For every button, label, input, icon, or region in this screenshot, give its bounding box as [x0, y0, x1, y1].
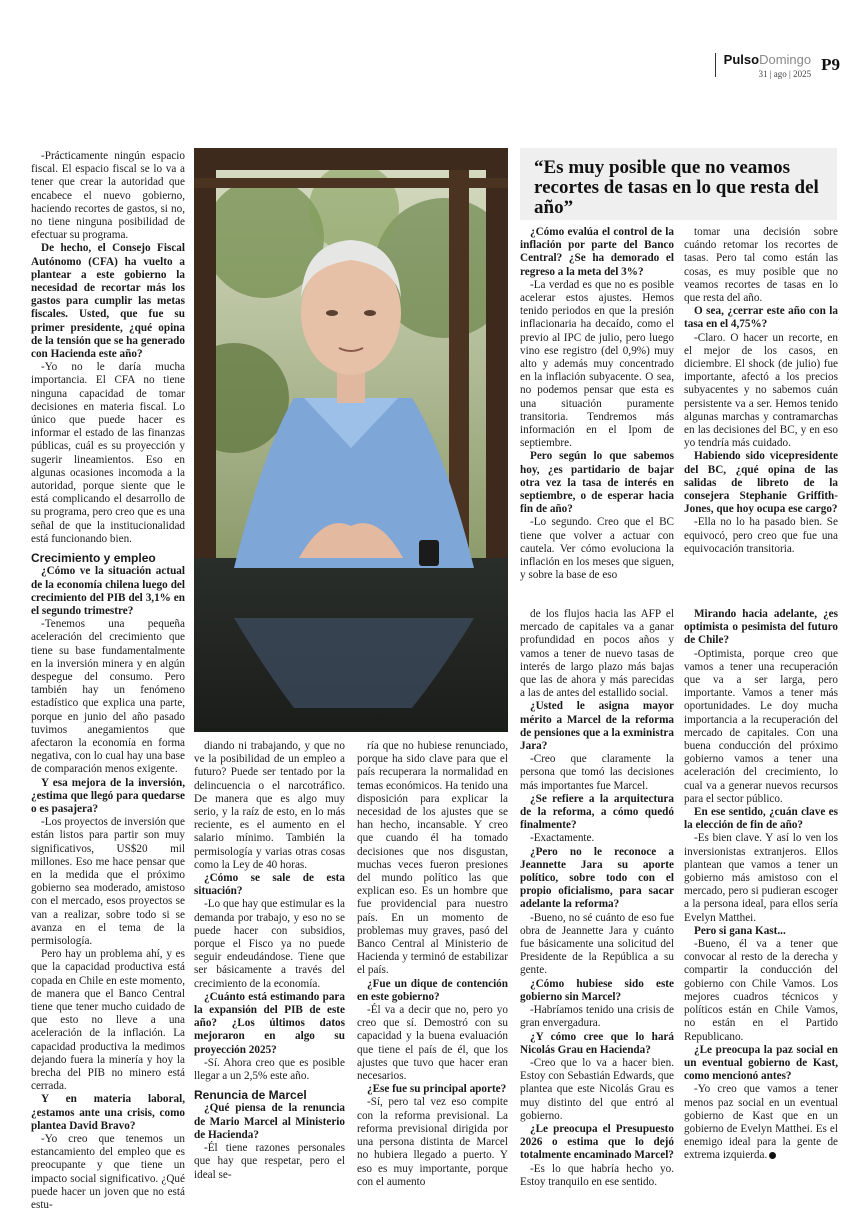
interview-question: Y en materia laboral, ¿estamos ante una crisis, como plantea David Bravo? [31, 1093, 185, 1132]
interview-question: ¿Cuánto está estimando para la expansión del PIB de este año? ¿Los últimos datos mejoraron en algo su proyección 2025? [194, 990, 345, 1056]
interview-question: Habiendo sido vicepresidente del BC, ¿qué opina de las salidas de libreto de la consejera Stephanie Griffith-Jones, que hoy ocupa ese cargo? [684, 450, 838, 516]
answer-paragraph: -Bueno, él va a tener que convocar al resto de la derecha y compartir la conducción del gobierno con Chile Vamos. Los mejores cuadros técnicos y políticos están en Chile Vamos, no están en el Partido Republicano. [684, 938, 838, 1043]
end-of-article-icon [769, 1152, 776, 1159]
pull-quote: “Es muy posible que no veamos recortes de tasas en lo que resta del año” [534, 157, 819, 218]
answer-paragraph: -Los proyectos de inversión que están listos para partir son muy significativos, US$20 mil millones. Eso me hace pensar que en la medida que el próximo gobierno sea moderado, amistoso con el mercado, esos proyectos se van a realizar, sobre todo si se avanza en el tema de la permisología. [31, 816, 185, 947]
answer-paragraph: -Creo que lo va a hacer bien. Estoy con Sebastián Edwards, que plantea que este Nicolás Grau es muy distinto del que entró al gobierno. [520, 1056, 674, 1122]
interview-question: En ese sentido, ¿cuán clave es la elección de fin de año? [684, 806, 838, 832]
answer-paragraph: -Sí, pero tal vez eso compite con la reforma previsional. La reforma previsional dirigida por una persona distinta de Marcel no hubiera llegado a puerto. Y eso es muy importante, porque con el aumento [357, 1096, 508, 1188]
interview-question: O sea, ¿cerrar este año con la tasa en el 4,75%? [684, 305, 838, 331]
header-divider [715, 53, 716, 77]
answer-paragraph: diando ni trabajando, y que no ve la posibilidad de un empleo a futuro? Puede ser tentado por la delincuencia o el narcotráfico. De manera que es algo muy serio, y la raíz de esto, en lo más reciente, es el aumento en el salario mínimo. También la permisología y varias otras cosas como la Ley de 40 horas. [194, 740, 345, 871]
brand-name: Pulso [723, 51, 760, 67]
answer-paragraph: de los flujos hacia las AFP el mercado de capitales va a ganar profundidad en pocos años y vamos a tener de nuevo tasas de interés de largo plazo más bajas que las de ahora y más parecidas a las de antes del estallido social. [520, 608, 674, 700]
section-subheading: Crecimiento y empleo [31, 551, 156, 566]
answer-paragraph: -Optimista, porque creo que vamos a tener una recuperación que va a ser larga, pero importante. Vamos a tener más oportunidades. Le doy mucha importancia a la recuperación del mercado de capitales. Con una buena conducción del próximo gobierno vamos a tener una aceleración del crecimiento, lo cual va a generar nuevos recursos para el sector público. [684, 647, 838, 805]
answer-paragraph: -Es lo que habría hecho yo. Estoy tranquilo en ese sentido. [520, 1162, 674, 1188]
answer-paragraph: -Yo creo que tenemos un estancamiento del empleo que es preocupante y que tiene un impacto social significativo. ¿Qué puede hacer un joven que no está estu- [31, 1133, 185, 1212]
article-column-5-top [684, 226, 838, 556]
interview-question: ¿Fue un dique de contención en este gobierno? [357, 977, 508, 1003]
page-header [715, 52, 840, 78]
answer-paragraph: -Lo que hay que estimular es la demanda por trabajo, y eso no se puede hacer con subsidios, porque el Fisco ya no puede seguir endeudándose. Tiene que ser básicamente a través del crecimiento de la economía. [194, 898, 345, 990]
answer-paragraph: -Habríamos tenido una crisis de gran envergadura. [520, 1004, 674, 1030]
answer-paragraph: -Prácticamente ningún espacio fiscal. El espacio fiscal se lo va a tener que crear la autoridad que encabece el nuevo gobierno, haciendo recortes de gastos, si no, no tiene ninguna posibilidad de efectuar su programa. [31, 150, 185, 242]
portrait-photo [194, 148, 508, 732]
section-subheading: Renuncia de Marcel [194, 1088, 307, 1103]
article-column-5-bottom [684, 608, 838, 1163]
answer-paragraph: -Exactamente. [530, 832, 595, 845]
answer-paragraph: -La verdad es que no es posible acelerar estos ajustes. Hemos tenido periodos en que la presión inflacionaria ha decaído, como el previo al IPC de julio, pero luego vino ese registro (del 0,9%) muy alto y además muy concentrado en la inflación subyacente. O sea, no podemos pensar que esta es una situación puramente transitoria. Tendremos más información en el Ipom de septiembre. [520, 278, 674, 450]
answer-paragraph: -Yo no le daría mucha importancia. El CFA no tiene ninguna capacidad de tomar decisiones en materia fiscal. Lo único que puede hacer es informar el estado de las finanzas públicas, cuál es su proyección y sugerir lineamientos. Eso en algunas ocasiones incomoda a la autoridad, porque siente que le está complicando el desarrollo de su programa, pero creo que es una señal de que la institucionalidad está funcionando bien. [31, 361, 185, 545]
masthead [724, 52, 811, 79]
interview-question: ¿Cómo ve la situación actual de la economía chilena luego del crecimiento del PIB del 3,1% en el segundo trimestre? [31, 565, 185, 617]
page-number: P9 [821, 55, 840, 74]
interview-question: Pero si gana Kast... [694, 924, 786, 937]
issue-date: 31 | ago | 2025 [758, 68, 812, 79]
interview-question: ¿Ese fue su principal aporte? [367, 1083, 507, 1096]
interview-question: Pero según lo que sabemos hoy, ¿es partidario de bajar otra vez la tasa de interés en septiembre, o de esperar hacia fin de año? [520, 450, 674, 516]
article-column-2 [194, 740, 345, 1182]
article-column-3 [357, 740, 508, 1189]
interview-question: Mirando hacia adelante, ¿es optimista o pesimista del futuro de Chile? [684, 608, 838, 647]
answer-paragraph: -Él va a decir que no, pero yo creo que sí. Demostró con su capacidad y la buena evaluación que tiene el país de él, que los ajustes que tuvo que hacer eran necesarios. [357, 1004, 508, 1083]
answer-paragraph: -Creo que claramente la persona que tomó las decisiones más importantes fue Marcel. [520, 753, 674, 792]
answer-paragraph: -Yo creo que vamos a tener menos paz social en un eventual gobierno de Kast que en un gobierno de Evelyn Matthei. Es el enemigo ideal para la gente de extrema izquierda. [684, 1083, 838, 1162]
answer-paragraph: ría que no hubiese renunciado, porque ha sido clave para que el país recuperara la normalidad en temas económicos. Ha tenido una disposición para explicar la necesidad de los ajustes que se han hecho, incansable. Y creo que cuando él ha tomado decisiones que nos disgustan, muchas veces fueron presiones del mundo político las que explican eso. Es un hombre que fue providencial para nuestro país. En un momento de problemas muy graves, pasó del Banco Central al Ministerio de Hacienda y terminó de estabilizar el país. [357, 740, 508, 977]
interview-question: ¿Le preocupa el Presupuesto 2026 o estima que lo dejó totalmente encaminado Marcel? [520, 1122, 674, 1162]
answer-paragraph: -Lo segundo. Creo que el BC tiene que volver a actuar con cautela. Ver cómo evoluciona la inflación en los meses que siguen, y sobre la base de eso [520, 516, 674, 582]
answer-paragraph: -Sí. Ahora creo que es posible llegar a un 2,5% este año. [194, 1056, 345, 1083]
answer-paragraph: -Es bien clave. Y así lo ven los inversionistas extranjeros. Ellos plantean que vamos a tener un gobierno más amistoso con el mercado, pero si pudieran escoger a la persona ideal, para ellos sería Evelyn Matthei. [684, 832, 838, 924]
answer-paragraph: tomar una decisión sobre cuándo retomar los recortes de tasas. Pero tal como están las cosas, es muy posible que no veamos recortes de tasas en lo que resta del año. [684, 226, 838, 305]
interview-question: ¿Le preocupa la paz social en un eventual gobierno de Kast, como mencionó antes? [684, 1043, 838, 1083]
article-column-1 [31, 150, 185, 1212]
answer-paragraph: -Ella no lo ha pasado bien. Se equivocó, pero creo que fue una equivocación transitoria. [684, 516, 838, 555]
interview-question: ¿Cómo evalúa el control de la inflación por parte del Banco Central? ¿Se ha demorado el regreso a la meta del 3%? [520, 226, 674, 278]
interview-question: ¿Y cómo cree que lo hará Nicolás Grau en Hacienda? [520, 1030, 674, 1056]
interview-question: ¿Qué piensa de la renuncia de Mario Marcel al Ministerio de Hacienda? [194, 1102, 345, 1141]
article-column-4-bottom [520, 608, 674, 1189]
interview-question: Y esa mejora de la inversión, ¿estima que llegó para quedarse o es pasajera? [31, 776, 185, 815]
answer-paragraph: -Tenemos una pequeña aceleración del crecimiento que tiene su base fundamentalmente en la inversión minera y en algún despegue del consumo. Pero también hay un fenómeno estadístico que explica una parte, porque en junio del año pasado tuvimos anegamientos que afectaron la economía en forma negativa, con lo cual hay una base de comparación menos exigente. [31, 618, 185, 776]
interview-question: ¿Se refiere a la arquitectura de la reforma, a cómo quedó finalmente? [520, 792, 674, 832]
answer-paragraph: Pero hay un problema ahí, y es que la capacidad productiva está copada en Chile en este momento, de manera que el Banco Central tiene que tener mucho cuidado de que esto no lleve a una aceleración de la inflación. La capacidad productiva la medimos dejando fuera la minería y hoy la brecha del PIB no minero está cerrada. [31, 948, 185, 1093]
interview-question: ¿Cómo hubiese sido este gobierno sin Marcel? [520, 977, 674, 1003]
interview-question: ¿Pero no le reconoce a Jeannette Jara su aporte político, sobre todo con el propio oficialismo, para sacar adelante la reforma? [520, 845, 674, 911]
brand-subtitle: Domingo [759, 51, 812, 67]
interview-question: ¿Cómo se sale de esta situación? [194, 872, 345, 898]
interview-question: ¿Usted le asigna mayor mérito a Marcel de la reforma de pensiones que a la exministra Jara? [520, 700, 674, 753]
answer-paragraph: -Bueno, no sé cuánto de eso fue obra de Jeannette Jara y cuánto fue básicamente una solicitud del Presidente de la República a su gente. [520, 911, 674, 977]
pull-quote-box [520, 148, 837, 220]
interview-question: De hecho, el Consejo Fiscal Autónomo (CFA) ha vuelto a plantear a este gobierno la necesidad de recortar más los gastos para cumplir las metas fiscales. Usted, que fue su primer presidente, ¿qué opina de la tensión que se ha generado con Hacienda este año? [31, 242, 185, 361]
answer-paragraph: -Él tiene razones personales que hay que respetar, pero el ideal se- [194, 1142, 345, 1181]
article-column-4-top [520, 226, 674, 582]
photo-illustration [194, 148, 508, 732]
answer-paragraph: -Claro. O hacer un recorte, en el mejor de los casos, en diciembre. El shock (de julio) fue importante, afectó a los precios subyacentes y no sabemos cuán persistente va a ser. Hemos tenido algunas marchas y contramarchas en las decisiones del BC, y en eso yo tendría más cuidado. [684, 331, 838, 450]
